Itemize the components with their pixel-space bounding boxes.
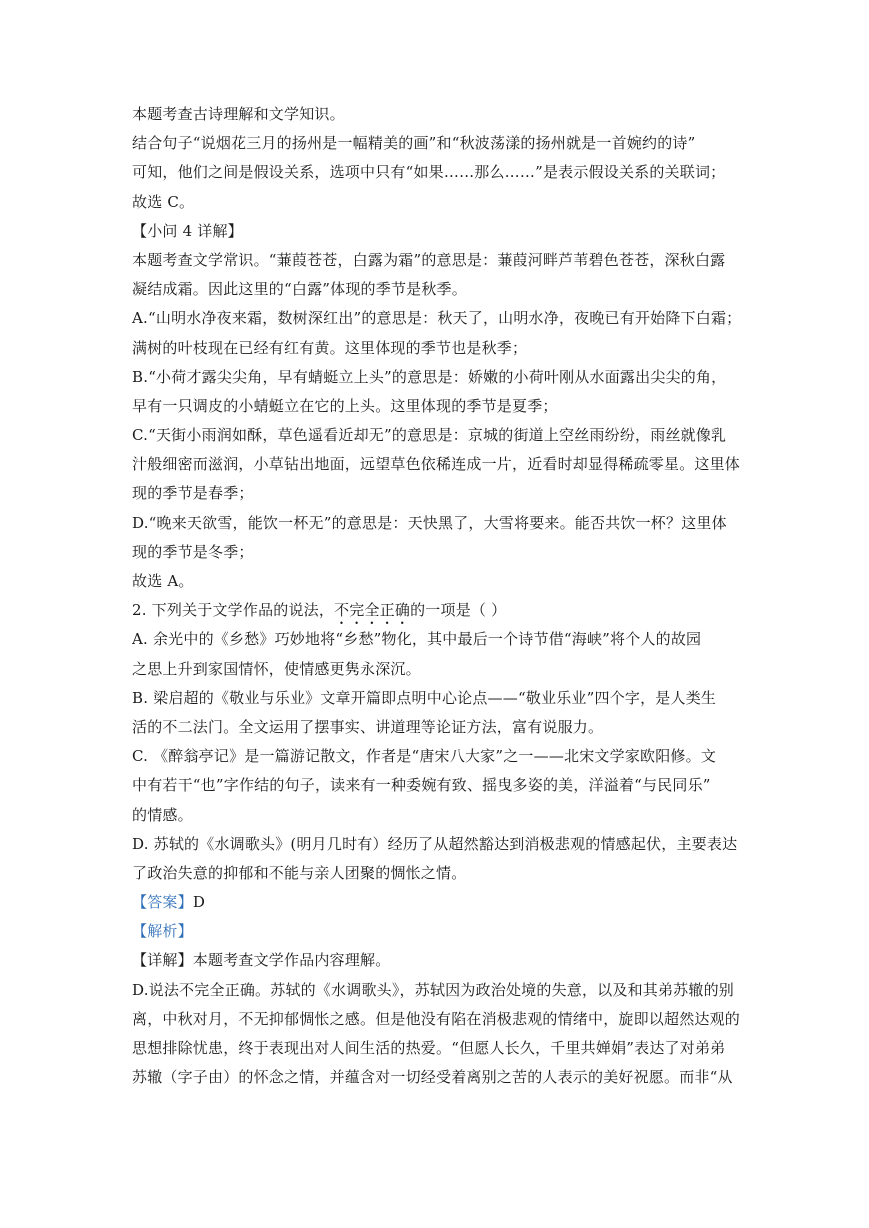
text-line: 汁般细密而滋润，小草钻出地面，远望草色依稀连成一片，近看时却显得稀疏零星。这里体 — [132, 455, 741, 474]
answer-label: 【答案】 — [132, 893, 193, 912]
text-line: A.“山明水净夜来霜，数树深红出”的意思是：秋天了，山明水净，夜晚已有开始降下白霜； — [132, 309, 742, 328]
document-page — [132, 100, 742, 1092]
text-line: 现的季节是春季； — [132, 484, 254, 503]
answer-value: D — [192, 893, 206, 912]
option-line: 了政治失意的抑郁和不能与亲人团聚的惆怅之情。 — [132, 863, 467, 882]
option-line: B. 梁启超的《敬业与乐业》文章开篇即点明中心论点——“敬业乐业”四个字，是人类生 — [132, 688, 717, 707]
text-line: D.“晚来天欲雪，能饮一杯无”的意思是：天快黑了，大雪将要来。能否共饮一杯？这里体 — [132, 513, 727, 532]
detail-line: 苏辙（字子由）的怀念之情，并蕴含对一切经受着离别之苦的人表示的美好祝愿。而非“从 — [132, 1068, 733, 1087]
text-line: 本题考查古诗理解和文学知识。 — [132, 105, 345, 123]
analysis-label: 【解析】 — [132, 922, 193, 941]
answer-line — [132, 888, 742, 917]
question-suffix: 的一项是（ ） — [410, 601, 507, 620]
text-line: 凝结成霜。因此这里的“白露”体现的季节是秋季。 — [132, 280, 467, 299]
option-line: A. 余光中的《乡愁》巧妙地将“乡愁”物化，其中最后一个诗节借“海峡”将个人的故园 — [132, 630, 702, 649]
option-line: C. 《醉翁亭记》是一篇游记散文，作者是“唐宋八大家”之一——北宋文学家欧阳修。文 — [132, 747, 717, 766]
question-stem — [132, 596, 742, 625]
text-line: 故选 C。 — [132, 192, 195, 211]
text-line: C.“天街小雨润如酥，草色遥看近却无”的意思是：京城的街道上空丝雨纷纷，雨丝就像乳 — [132, 426, 727, 445]
text-line: 满树的叶枝现在已经有红有黄。这里体现的季节也是秋季； — [132, 338, 528, 357]
option-line: 活的不二法门。全文运用了摆事实、讲道理等论证方法，富有说服力。 — [132, 717, 604, 736]
text-line: 故选 A。 — [132, 572, 194, 590]
detail-line: 离，中秋对月，不无抑郁惆怅之感。但是他没有陷在消极悲观的情绪中，旋即以超然达观的 — [132, 1009, 741, 1028]
option-line: D. 苏轼的《水调歌头》(明月几时有）经历了从超然豁达到消极悲观的情感起伏，主要表达 — [132, 834, 738, 853]
text-line: 结合句子“说烟花三月的扬州是一幅精美的画”和“秋波荡漾的扬州就是一首婉约的诗” — [132, 134, 696, 153]
option-line: 之思上升到家国情怀，使情感更隽永深沉。 — [132, 659, 421, 678]
text-line: B.“小荷才露尖尖角，早有蜻蜓立上头”的意思是：娇嫩的小荷叶刚从水面露出尖尖的角， — [132, 367, 727, 386]
text-line: 早有一只调皮的小蜻蜓立在它的上头。这里体现的季节是夏季； — [132, 396, 558, 415]
text-line: 可知，他们之间是假设关系，选项中只有“如果……那么……”是表示假设关系的关联词； — [132, 163, 726, 182]
question-emphasis: 不完全正确 — [334, 601, 411, 620]
text-line: 本题考查文学常识。“蒹葭苍苍，白露为霜”的意思是：蒹葭河畔芦苇碧色苍苍，深秋白露 — [132, 250, 726, 269]
text-line: 现的季节是冬季； — [132, 542, 254, 561]
detail-line: 【详解】本题考查文学作品内容理解。 — [132, 951, 391, 970]
detail-line: D.说法不完全正确。苏轼的《水调歌头》，苏轼因为政治处境的失意，以及和其弟苏辙的别 — [132, 980, 734, 999]
option-line: 的情感。 — [132, 805, 193, 824]
section-heading: 【小问 4 详解】 — [132, 221, 243, 240]
option-line: 中有若干“也”字作结的句子，读来有一种委婉有致、摇曳多姿的美，洋溢着“与民同乐” — [132, 776, 711, 795]
detail-line: 思想排除忧患，终于表现出对人间生活的热爱。“但愿人长久，千里共婵娟”表达了对弟弟 — [132, 1039, 726, 1057]
question-prefix: 2. 下列关于文学作品的说法， — [132, 601, 335, 620]
